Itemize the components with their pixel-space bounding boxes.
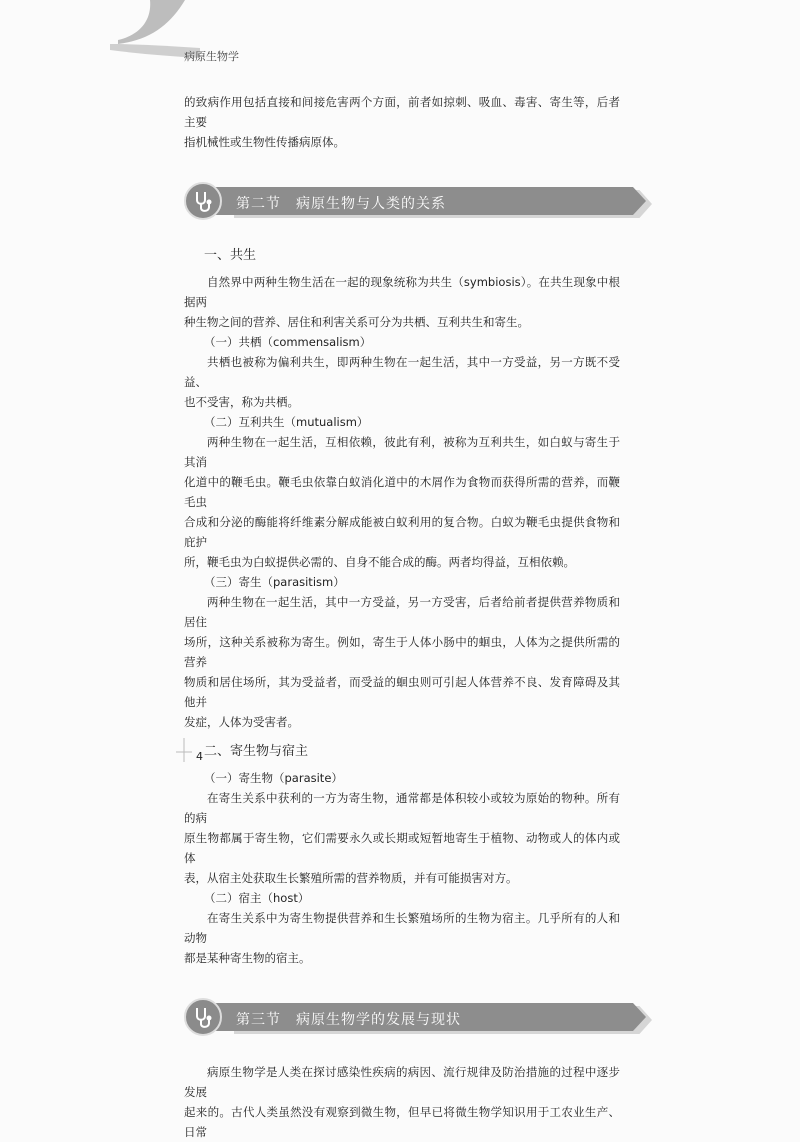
- paragraph-line: 合成和分泌的酶能将纤维素分解成能被白蚁利用的复合物。白蚁为鞭毛虫提供食物和庇护: [184, 515, 620, 549]
- page-number: 4: [196, 750, 203, 763]
- page-content: [184, 92, 620, 1142]
- heading-parasite-host: 二、寄生物与宿主: [204, 744, 309, 759]
- heading-mutualism: （二）互利共生（mutualism）: [204, 415, 369, 429]
- paragraph-line: 发症，人体为受害者。: [184, 715, 299, 729]
- section-3-title: 第三节 病原生物学的发展与现状: [236, 1012, 461, 1028]
- paragraph-line: 起来的。古代人类虽然没有观察到微生物，但早已将微生物学知识用于工农业生产、日常: [184, 1105, 620, 1139]
- paragraph-line: 所，鞭毛虫为白蚁提供必需的、自身不能合成的酶。两者均得益，互相依赖。: [184, 555, 575, 569]
- paragraph-line: 物质和居住场所，其为受益者，而受益的蛔虫则可引起人体营养不良、发育障碍及其他并: [184, 675, 620, 709]
- paragraph-line: 在寄生关系中为寄生物提供营养和生长繁殖场所的生物为宿主。几乎所有的人和动物: [184, 911, 620, 945]
- paragraph-line: 两种生物在一起生活，其中一方受益，另一方受害，后者给前者提供营养物质和居住: [184, 595, 620, 629]
- corner-decoration: [0, 0, 200, 70]
- paragraph-line: 场所，这种关系被称为寄生。例如，寄生于人体小肠中的蛔虫，人体为之提供所需的营养: [184, 635, 620, 669]
- intro-line: 指机械性或生物性传播病原体。: [184, 135, 345, 149]
- paragraph-line: 都是某种寄生物的宿主。: [184, 951, 311, 965]
- intro-line: 的致病作用包括直接和间接危害两个方面，前者如掠刺、吸血、毒害、寄生等，后者主要: [184, 95, 620, 129]
- heading-commensalism: （一）共栖（commensalism）: [204, 335, 372, 349]
- paragraph-line: 原生物都属于寄生物，它们需要永久或长期或短暂地寄生于植物、动物或人的体内或体: [184, 831, 620, 865]
- paragraph-line: 两种生物在一起生活，互相依赖，彼此有利，被称为互利共生，如白蚁与寄生于其消: [184, 435, 620, 469]
- section-3-banner: [184, 998, 620, 1036]
- paragraph-line: 共栖也被称为偏利共生，即两种生物在一起生活，其中一方受益，另一方既不受益、: [184, 355, 620, 389]
- paragraph-line: 在寄生关系中获利的一方为寄生物，通常都是体积较小或较为原始的物种。所有的病: [184, 791, 620, 825]
- stethoscope-icon: [184, 182, 222, 220]
- stethoscope-icon: [184, 998, 222, 1036]
- paragraph-line: 表，从宿主处获取生长繁殖所需的营养物质，并有可能损害对方。: [184, 871, 518, 885]
- paragraph-line: 种生物之间的营养、居住和利害关系可分为共栖、互利共生和寄生。: [184, 315, 529, 329]
- heading-parasitism: （三）寄生（parasitism）: [204, 575, 345, 589]
- running-title: 病原生物学: [184, 50, 239, 63]
- page-number-mark: [176, 738, 192, 762]
- paragraph-line: 化道中的鞭毛虫。鞭毛虫依靠白蚁消化道中的木屑作为食物而获得所需的营养，而鞭毛虫: [184, 475, 620, 509]
- heading-host: （二）宿主（host）: [204, 891, 310, 905]
- heading-symbiosis: 一、共生: [204, 248, 257, 263]
- section-2-title: 第二节 病原生物与人类的关系: [236, 196, 446, 212]
- section-2-banner: [184, 182, 620, 220]
- paragraph-line: 自然界中两种生物生活在一起的现象统称为共生（symbiosis）。在共生现象中根据两: [184, 275, 620, 309]
- paragraph-line: 也不受害，称为共栖。: [184, 395, 299, 409]
- paragraph-line: 病原生物学是人类在探讨感染性疾病的病因、流行规律及防治措施的过程中逐步发展: [184, 1065, 620, 1099]
- heading-parasite: （一）寄生物（parasite）: [204, 771, 343, 785]
